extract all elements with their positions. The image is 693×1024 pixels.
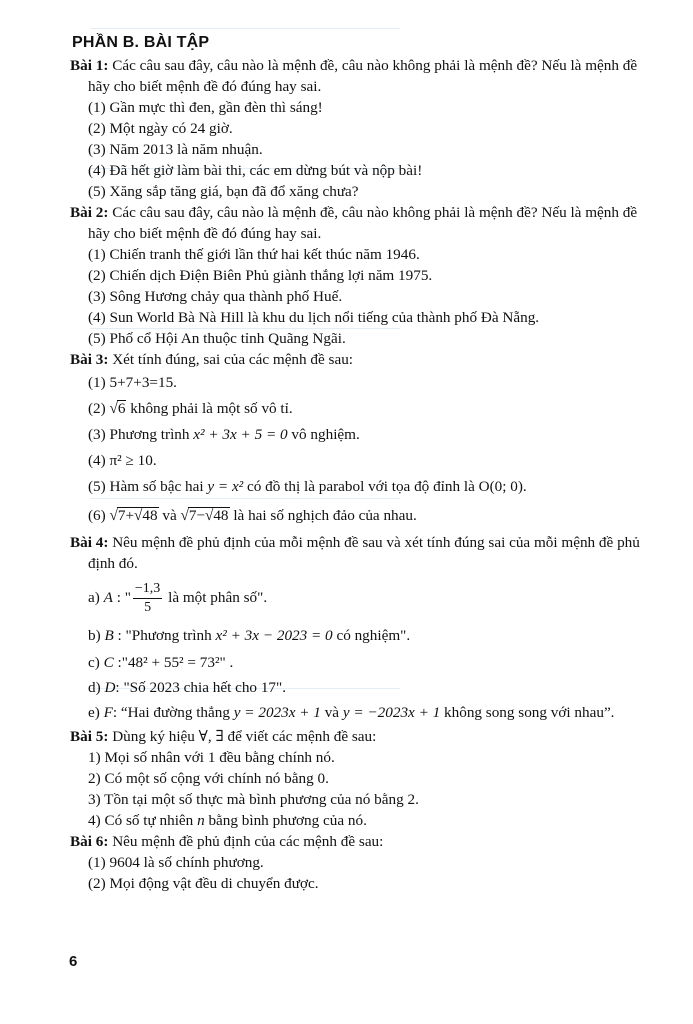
- exercise-2-item-2: (2) Chiến dịch Điện Biên Phủ giành thắng lợi năm 1975.: [88, 267, 433, 284]
- item-text: : ": [112, 589, 131, 606]
- item-prefix: a): [88, 589, 104, 606]
- item-text: là một phân số".: [164, 589, 268, 606]
- radical-sign: √: [109, 400, 118, 417]
- page-number: 6: [69, 953, 78, 970]
- item-prefix: c): [88, 654, 104, 671]
- exercise-content: [70, 32, 693, 894]
- item-text: là hai số nghịch đảo của nhau.: [229, 507, 417, 524]
- exercise-1-text-cont: hãy cho biết mệnh đề đó đúng hay sai.: [88, 78, 322, 95]
- item-text: và: [158, 507, 181, 524]
- item-text: và: [320, 704, 343, 721]
- exercise-1-text: Các câu sau đây, câu nào là mệnh đề, câu nào không phải là mệnh đề? Nếu là mệnh đề: [108, 57, 638, 74]
- fraction-numerator: −1,3: [133, 580, 162, 599]
- exercise-2-item-4: (4) Sun World Bà Nà Hill là khu du lịch nổi tiếng của thành phố Đà Nẵng.: [88, 309, 540, 326]
- exercise-6-prompt: [70, 831, 693, 852]
- variable: C: [103, 654, 114, 671]
- exercise-3-item-4: (4) π² ≥ 10.: [88, 452, 157, 469]
- exercise-1-prompt: [70, 55, 693, 76]
- item-text: :"48² + 55² = 73²" .: [113, 654, 234, 671]
- exercise-1-item-3: (3) Năm 2013 là năm nhuận.: [88, 141, 263, 158]
- exercise-6-label: Bài 6:: [70, 833, 109, 850]
- exercise-3-text: Xét tính đúng, sai của các mệnh đề sau:: [108, 351, 354, 368]
- exercise-6-item-1: (1) 9604 là số chính phương.: [88, 854, 264, 871]
- exercise-1: [70, 55, 693, 202]
- item-text: không song song với nhau”.: [440, 704, 615, 721]
- equation: y = x²: [207, 478, 244, 495]
- exercise-3-prompt: [70, 349, 693, 370]
- radicand: 7−√48: [188, 507, 229, 524]
- item-text: bằng bình phương của nó.: [204, 812, 367, 829]
- item-text: có đồ thị là parabol với tọa độ đỉnh là O(0; 0).: [243, 478, 527, 495]
- item-prefix: b): [88, 627, 105, 644]
- variable: n: [197, 812, 205, 829]
- exercise-5-text: Dùng ký hiệu ∀, ∃ để viết các mệnh đề sau:: [108, 728, 377, 745]
- exercise-2-prompt: [70, 202, 693, 223]
- item-prefix: d): [88, 679, 105, 696]
- variable: B: [104, 627, 114, 644]
- exercise-4: [70, 532, 693, 726]
- exercise-2-item-3: (3) Sông Hương chảy qua thành phố Huế.: [88, 288, 343, 305]
- exercise-1-label: Bài 1:: [70, 57, 109, 74]
- radical-sign: √: [180, 507, 189, 524]
- exercise-2-item-1: (1) Chiến tranh thế giới lần thứ hai kết thúc năm 1946.: [88, 246, 420, 263]
- exercise-1-item-1: (1) Gần mực thì đen, gần đèn thì sáng!: [88, 99, 323, 116]
- radical-sign: √: [109, 507, 118, 524]
- exercise-4-item-c: [70, 650, 693, 676]
- item-prefix: e): [88, 704, 104, 721]
- item-text: vô nghiệm.: [287, 426, 360, 443]
- equation: y = 2023x + 1: [233, 704, 321, 721]
- variable: A: [103, 589, 113, 606]
- exercise-5-item-1: 1) Mọi số nhân với 1 đều bằng chính nó.: [88, 749, 335, 766]
- exercise-3-label: Bài 3:: [70, 351, 109, 368]
- item-text: (5) Hàm số bậc hai: [88, 478, 208, 495]
- exercise-4-item-d: [70, 676, 693, 700]
- item-text: 4) Có số tự nhiên: [88, 812, 198, 829]
- exercise-4-prompt: [70, 532, 693, 553]
- item-prefix: (2): [88, 400, 110, 417]
- exercise-2-item-5: (5) Phố cổ Hội An thuộc tỉnh Quãng Ngãi.: [88, 330, 346, 347]
- exercise-3: [70, 349, 693, 532]
- item-prefix: (6): [88, 507, 110, 524]
- fraction-denominator: 5: [144, 600, 152, 616]
- exercise-4-item-a: [70, 574, 693, 622]
- exercise-3-item-5: [70, 474, 693, 500]
- exercise-4-text-cont: định đó.: [88, 555, 138, 572]
- equation: x² + 3x − 2023 = 0: [215, 627, 333, 644]
- exercise-3-item-2: [70, 396, 693, 422]
- radicand: 6: [117, 400, 126, 417]
- exercise-2-label: Bài 2:: [70, 204, 109, 221]
- equation: x² + 3x + 5 = 0: [193, 426, 288, 443]
- radicand: 7+√48: [117, 507, 158, 524]
- exercise-4-item-b: [70, 622, 693, 650]
- exercise-6-item-2: (2) Mọi động vật đều di chuyển được.: [88, 875, 319, 892]
- exercise-3-item-6: [70, 500, 693, 532]
- exercise-1-item-4: (4) Đã hết giờ làm bài thi, các em dừng bút và nộp bài!: [88, 162, 423, 179]
- exercise-2-text: Các câu sau đây, câu nào là mệnh đề, câu nào không phải là mệnh đề? Nếu là mệnh đề: [108, 204, 638, 221]
- exercise-5-item-2: 2) Có một số cộng với chính nó bằng 0.: [88, 770, 329, 787]
- fraction: [133, 580, 162, 617]
- exercise-4-text: Nêu mệnh đề phủ định của mỗi mệnh đề sau và xét tính đúng sai của mỗi mệnh đề phủ: [108, 534, 640, 551]
- exercise-2-text-cont: hãy cho biết mệnh đề đó đúng hay sai.: [88, 225, 322, 242]
- item-text: không phải là một số vô tỉ.: [126, 400, 293, 417]
- variable: F: [103, 704, 113, 721]
- equation: y = −2023x + 1: [342, 704, 441, 721]
- exercise-5-prompt: [70, 726, 693, 747]
- item-text: : “Hai đường thẳng: [112, 704, 234, 721]
- exercise-5-label: Bài 5:: [70, 728, 109, 745]
- item-text: có nghiệm".: [332, 627, 411, 644]
- exercise-5-item-3: 3) Tồn tại một số thực mà bình phương của nó bằng 2.: [88, 791, 419, 808]
- exercise-1-item-5: (5) Xăng sắp tăng giá, bạn đã đổ xăng chưa?: [88, 183, 359, 200]
- item-text: : "Số 2023 chia hết cho 17".: [115, 679, 286, 696]
- exercise-4-item-e: [70, 700, 693, 726]
- section-title: PHẦN B. BÀI TẬP: [72, 34, 210, 51]
- exercise-5-item-4: [70, 810, 693, 831]
- exercise-6-text: Nêu mệnh đề phủ định của các mệnh đề sau:: [108, 833, 384, 850]
- item-text: (3) Phương trình: [88, 426, 194, 443]
- exercise-6: [70, 831, 693, 894]
- item-text: : "Phương trình: [113, 627, 216, 644]
- exercise-5: [70, 726, 693, 831]
- exercise-4-label: Bài 4:: [70, 534, 109, 551]
- exercise-1-item-2: (2) Một ngày có 24 giờ.: [88, 120, 233, 137]
- variable: D: [104, 679, 116, 696]
- exercise-3-item-1: (1) 5+7+3=15.: [88, 374, 177, 391]
- exercise-2: [70, 202, 693, 349]
- exercise-3-item-3: [70, 422, 693, 448]
